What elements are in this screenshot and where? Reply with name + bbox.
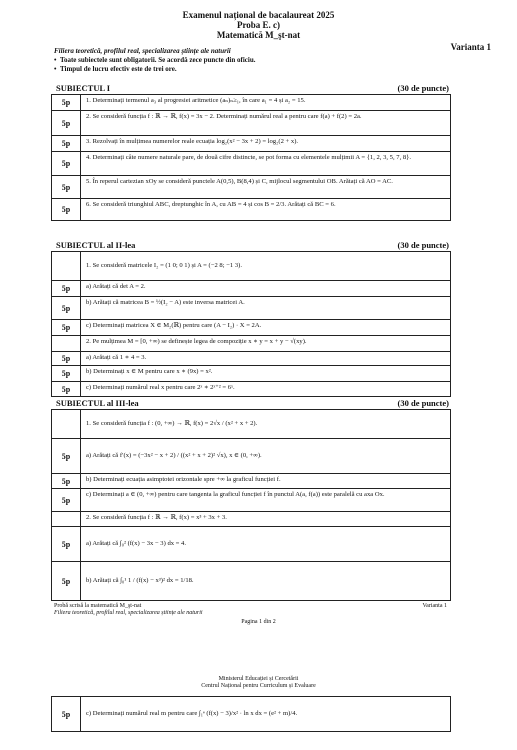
problem-intro-row xyxy=(52,511,450,526)
points-cell: 5p xyxy=(52,352,81,365)
question-text: c) Determinați numărul real x pentru care 2ˣ ∗ 2ˣ⁺² = 6ˣ. xyxy=(86,384,235,391)
points-cell: 5p xyxy=(52,199,81,220)
center-line: Centrul Național pentru Curriculum și Evaluare xyxy=(201,683,316,689)
question-row xyxy=(52,135,450,151)
question-text: 4. Determinați câte numere naturale pare, de două cifre distincte, se pot forma cu elementele mulțimii A = {1, 2, 3, 5, 7, 8}. xyxy=(86,154,411,161)
bullet-2-text: Timpul de lucru efectiv este de trei ore. xyxy=(59,65,177,73)
points-cell: 5p xyxy=(52,176,81,198)
ministry-line: Ministerul Educației și Cercetării xyxy=(218,676,299,682)
footer-variant: Varianta 1 xyxy=(422,603,447,609)
problem-intro-text: 2. Se consideră funcția f : ℝ → ℝ, f(x) = x³ + 3x + 3. xyxy=(86,514,227,521)
question-text: 1. Determinați termenul a₃ al progresiei aritmetice (aₙ)ₙ≥₁, în care a₁ = 4 și a₂ = 15. xyxy=(86,97,306,104)
exam-title: Examenul național de bacalaureat 2025 xyxy=(182,10,335,20)
subject-2-points: (30 de puncte) xyxy=(397,240,449,250)
points-cell-empty xyxy=(52,336,81,351)
page-2-table xyxy=(51,696,451,732)
footer-left-1: Probă scrisă la matematică M_şt-nat xyxy=(54,603,142,609)
bullet-2: • Timpul de lucru efectiv este de trei ore. xyxy=(54,65,177,73)
filiera-text: Filiera teoretică, profilul real, specializarea științe ale naturii xyxy=(54,47,231,55)
question-row xyxy=(52,319,450,335)
bullet-1: • Toate subiectele sunt obligatorii. Se acordă zece puncte din oficiu. xyxy=(54,56,256,64)
footer-left-2: Filiera teoretică, profilul real, specializarea științe ale naturii xyxy=(54,610,203,616)
question-row xyxy=(52,526,450,561)
question-row xyxy=(52,110,450,135)
subject-1-heading xyxy=(56,83,449,93)
question-row xyxy=(52,151,450,175)
points-cell-empty xyxy=(52,512,81,526)
question-text: a) Arătați că 1 ∗ 4 = 3. xyxy=(86,354,147,361)
points-cell: 5p xyxy=(52,562,81,600)
subject-2-table xyxy=(51,251,451,397)
subject-3-title: SUBIECTUL al III-lea xyxy=(56,398,139,408)
question-text: 5. În reperul cartezian xOy se consideră punctele A(0,5), B(8,4) și C, mijlocul segmentului OB. Arătați că AO = AC. xyxy=(86,178,393,185)
page-number: Pagina 1 din 2 xyxy=(241,619,276,625)
question-text: b) Arătați că matricea B = ½(I₂ − A) este inversa matricei A. xyxy=(86,299,245,306)
question-text: c) Determinați numărul real m pentru care ∫₁ᵉ (f(x) − 3)/x² · ln x dx = (e² + m)/4. xyxy=(86,710,298,718)
question-row xyxy=(52,95,450,110)
question-text: 3. Rezolvați în mulțimea numerelor reale ecuația log₂(x² − 3x + 2) = log₂(2 + x). xyxy=(86,138,299,145)
subject-3-table xyxy=(51,409,451,601)
points-cell: 5p xyxy=(52,489,81,511)
problem-intro-row xyxy=(52,410,450,438)
subject-2-title: SUBIECTUL al II-lea xyxy=(56,240,136,250)
question-text: b) Determinați x ∈ M pentru care x ∗ (9x) = x². xyxy=(86,368,213,375)
subject-1-points: (30 de puncte) xyxy=(397,83,449,93)
exam-subject: Matematică M_şt-nat xyxy=(216,30,301,40)
variant-label: Varianta 1 xyxy=(450,42,491,52)
question-text: c) Determinați a ∈ (0, +∞) pentru care tangenta la graficul funcției f în punctul A(a, f(a)) este paralelă cu axa Ox. xyxy=(86,491,385,498)
points-cell: 5p xyxy=(52,439,81,473)
problem-intro-row xyxy=(52,252,450,280)
points-cell: 5p xyxy=(52,527,81,561)
subject-2-heading xyxy=(56,240,449,250)
points-cell: 5p xyxy=(52,111,81,135)
question-row xyxy=(52,280,450,296)
question-row xyxy=(52,175,450,198)
question-row xyxy=(52,697,450,731)
question-text: a) Arătați că det A = 2. xyxy=(86,283,146,290)
question-text: c) Determinați matricea X ∈ M₂(ℝ) pentru care (A − I₂) · X = 2A. xyxy=(86,322,262,329)
points-cell: 5p xyxy=(52,697,81,731)
points-cell: 5p xyxy=(52,95,81,110)
subject-1-table xyxy=(51,94,451,221)
points-cell: 5p xyxy=(52,366,81,381)
question-text: b) Determinați ecuația asimptotei orizontale spre +∞ la graficul funcției f. xyxy=(86,476,281,483)
question-row xyxy=(52,296,450,319)
points-cell-empty xyxy=(52,252,81,280)
question-text: a) Arătați că f′(x) = (−3x² − x + 2) / ((x² + x + 2)² √x), x ∈ (0, +∞). xyxy=(86,452,262,460)
question-row xyxy=(52,488,450,511)
points-cell: 5p xyxy=(52,297,81,319)
question-row xyxy=(52,473,450,488)
question-text: 6. Se consideră triunghiul ABC, dreptunghic în A, cu AB = 4 și cos B = 2/3. Arătați că BC = 6. xyxy=(86,201,336,208)
question-text: a) Arătați că ∫₀² (f(x) − 3x − 3) dx = 4. xyxy=(86,540,186,548)
question-text: b) Arătați că ∫₀¹ 1 / (f(x) − x³)² dx = 1/18. xyxy=(86,577,194,585)
points-cell: 5p xyxy=(52,281,81,296)
points-cell-empty xyxy=(52,410,81,438)
question-row xyxy=(52,365,450,381)
question-row xyxy=(52,438,450,473)
points-cell: 5p xyxy=(52,382,81,396)
exam-proba: Proba E. c) xyxy=(236,20,281,30)
question-row xyxy=(52,198,450,220)
problem-intro-row xyxy=(52,335,450,351)
points-cell: 5p xyxy=(52,152,81,175)
problem-intro-text: 1. Se consideră matricele I₂ = (1 0; 0 1) și A = (−2 8; −1 3). xyxy=(86,262,242,270)
points-cell: 5p xyxy=(52,136,81,151)
points-cell: 5p xyxy=(52,474,81,488)
subject-3-heading xyxy=(56,398,449,408)
bullet-1-text: Toate subiectele sunt obligatorii. Se acordă zece puncte din oficiu. xyxy=(59,56,256,64)
question-row xyxy=(52,561,450,600)
points-cell: 5p xyxy=(52,320,81,335)
problem-intro-text: 2. Pe mulțimea M = [0, +∞) se definește legea de compoziție x ∗ y = x + y − √(xy). xyxy=(86,338,307,345)
problem-intro-text: 1. Se consideră funcția f : (0, +∞) → ℝ, f(x) = 2√x / (x² + x + 2). xyxy=(86,420,258,428)
subject-1-title: SUBIECTUL I xyxy=(56,83,111,93)
question-row xyxy=(52,381,450,396)
subject-3-points: (30 de puncte) xyxy=(397,398,449,408)
question-row xyxy=(52,351,450,365)
question-text: 2. Se consideră funcția f : ℝ → ℝ, f(x) = 3x − 2. Determinați numărul real a pentru care f(a) + f(2) = 2a. xyxy=(86,113,362,120)
